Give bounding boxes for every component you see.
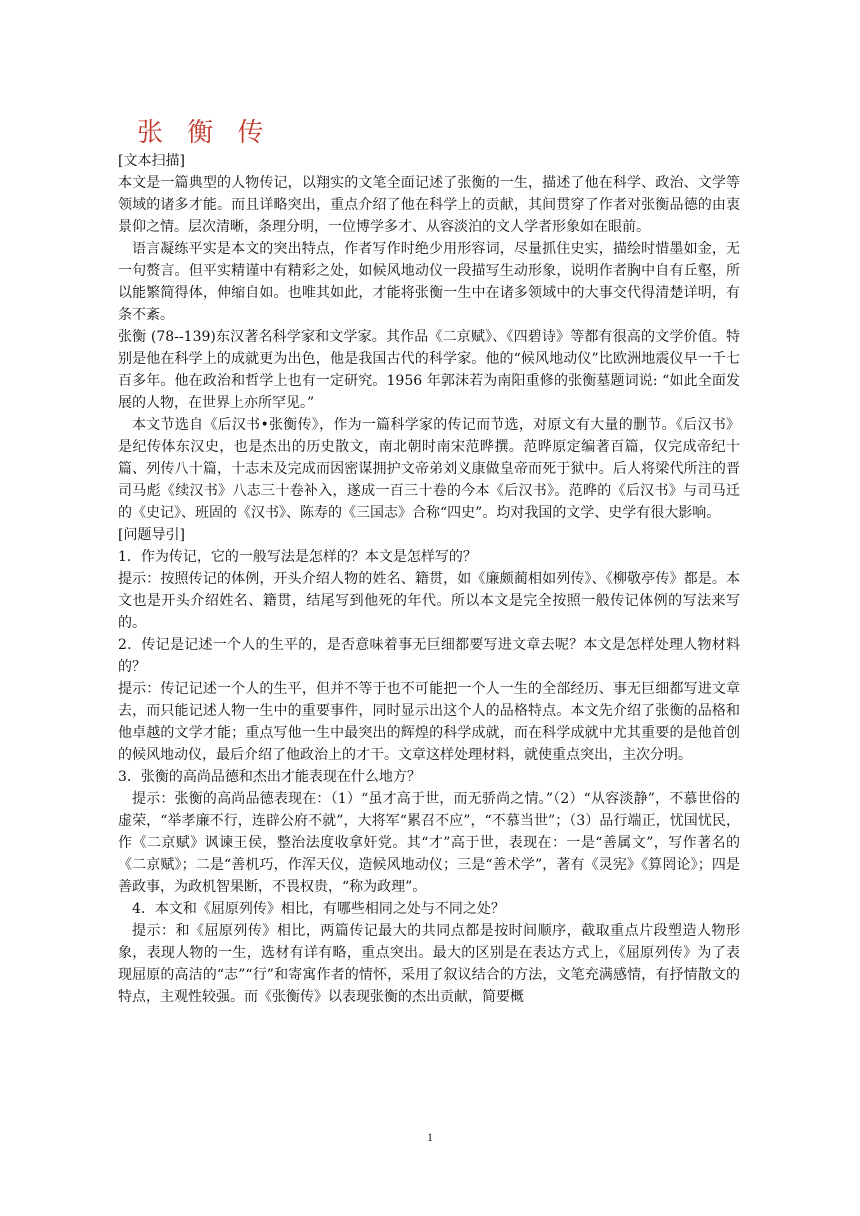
page-number: 1 xyxy=(427,1130,433,1144)
section-heading-text-scan: [文本扫描] xyxy=(118,153,185,169)
paragraph-author: 张衡 (78--139)东汉著名科学家和文学家。其作品《二京赋》、《四碧诗》等都有很高的文学价值。特别是他在科学上的成就更为出色，他是我国古代的科学家。他的“候风地动仪”比欧洲地震仪早一千七百多年。他在政治和哲学上也有一定研究。1956 年郭沫若为南阳重修的张衡墓题词说: “如此全面发展的人物，在世界上亦所罕见。” xyxy=(118,329,740,411)
paragraph-source: 本文节选自《后汉书•张衡传》，作为一篇科学家的传记而节选，对原文有大量的删节。《后汉书》是纪传体东汉史，也是杰出的历史散文，南北朝时南宋范晔撰。范晔原定编著百篇，仅完成帝纪十篇、列传八十篇，十志未及完成而因密谋拥护文帝弟刘义康做皇帝而死于狱中。后人将梁代所注的晋司马彪《续汉书》八志三十卷补入，遂成一百三十卷的今本《后汉书》。范晔的《后汉书》与司马迁的《史记》、班固的《汉书》、陈寿的《三国志》合称“四史”。均对我国的文学、史学有很大影响。 xyxy=(118,417,740,521)
document-body xyxy=(118,150,740,1008)
question-3: 3．张衡的高尚品德和杰出才能表现在什么地方？ xyxy=(118,769,421,785)
section-heading-questions: [问题导引] xyxy=(118,527,185,543)
paragraph-intro: 本文是一篇典型的人物传记，以翔实的文笔全面记述了张衡的一生，描述了他在科学、政治、文学等领域的诸多才能。而且详略突出，重点介绍了他在科学上的贡献，其间贯穿了作者对张衡品德的由衷景仰之情。层次清晰，条理分明，一位博学多才、从容淡泊的文人学者形象如在眼前。 xyxy=(118,175,740,235)
paragraph-language: 语言凝练平实是本文的突出特点，作者写作时绝少用形容词，尽量抓住史实，描绘时惜墨如金，无一句赘言。但平实精谨中有精彩之处，如候风地动仪一段描写生动形象，说明作者胸中自有丘壑，所以能繁简得体，伸缩自如。也唯其如此，才能将张衡一生中在诸多领域中的大事交代得清楚详明，有条不紊。 xyxy=(118,241,740,323)
answer-3: 提示：张衡的高尚品德表现在：（1）“虽才高于世，而无骄尚之情。”（2）“从容淡静”，不慕世俗的虚荣，“举孝廉不行，连辟公府不就”，大将军“累召不应”，“不慕当世”；（3）品行端正，忧国忧民，作《二京赋》讽谏王侯，整治法度收拿奸党。其“才”高于世，表现在：一是“善属文”，写作著名的《二京赋》；二是“善机巧，作浑天仪，造候风地动仪；三是“善术学”，著有《灵宪》《算罔论》；四是善政事，为政机智果断，不畏权贵，“称为政理”。 xyxy=(118,791,740,895)
question-4: 4．本文和《屈原列传》相比，有哪些相同之处与不同之处？ xyxy=(132,901,505,917)
answer-2: 提示：传记记述一个人的生平，但并不等于也不可能把一个人一生的全部经历、事无巨细都写进文章去，而只能记述人物一生中的重要事件，同时显示出这个人的品格特点。本文先介绍了张衡的品格和他卓越的文学才能；重点写他一生中最突出的辉煌的科学成就，而在科学成就中尤其重要的是他首创的候风地动仪，最后介绍了他政治上的才干。文章这样处理材料，就使重点突出，主次分明。 xyxy=(118,681,740,763)
question-1: 1．作为传记，它的一般写法是怎样的？本文是怎样写的？ xyxy=(118,549,477,565)
document-title: 张 衡 传 xyxy=(137,118,272,148)
question-2: 2．传记是记述一个人的生平的，是否意味着事无巨细都要写进文章去呢？本文是怎样处理人物材料的？ xyxy=(118,637,740,675)
answer-4: 提示：和《屈原列传》相比，两篇传记最大的共同点都是按时间顺序，截取重点片段塑造人物形象，表现人物的一生，选材有详有略，重点突出。最大的区别是在表达方式上，《屈原列传》为了表现屈原的高洁的“志”“行”和寄寓作者的情怀，采用了叙议结合的方法，文笔充满感情，有抒情散文的特点，主观性较强。而《张衡传》以表现张衡的杰出贡献，简要概 xyxy=(118,923,740,1005)
answer-1: 提示：按照传记的体例，开头介绍人物的姓名、籍贯，如《廉颇蔺相如列传》、《柳敬亭传》都是。本文也是开头介绍姓名、籍贯，结尾写到他死的年代。所以本文是完全按照一般传记体例的写法来写的。 xyxy=(118,571,740,631)
